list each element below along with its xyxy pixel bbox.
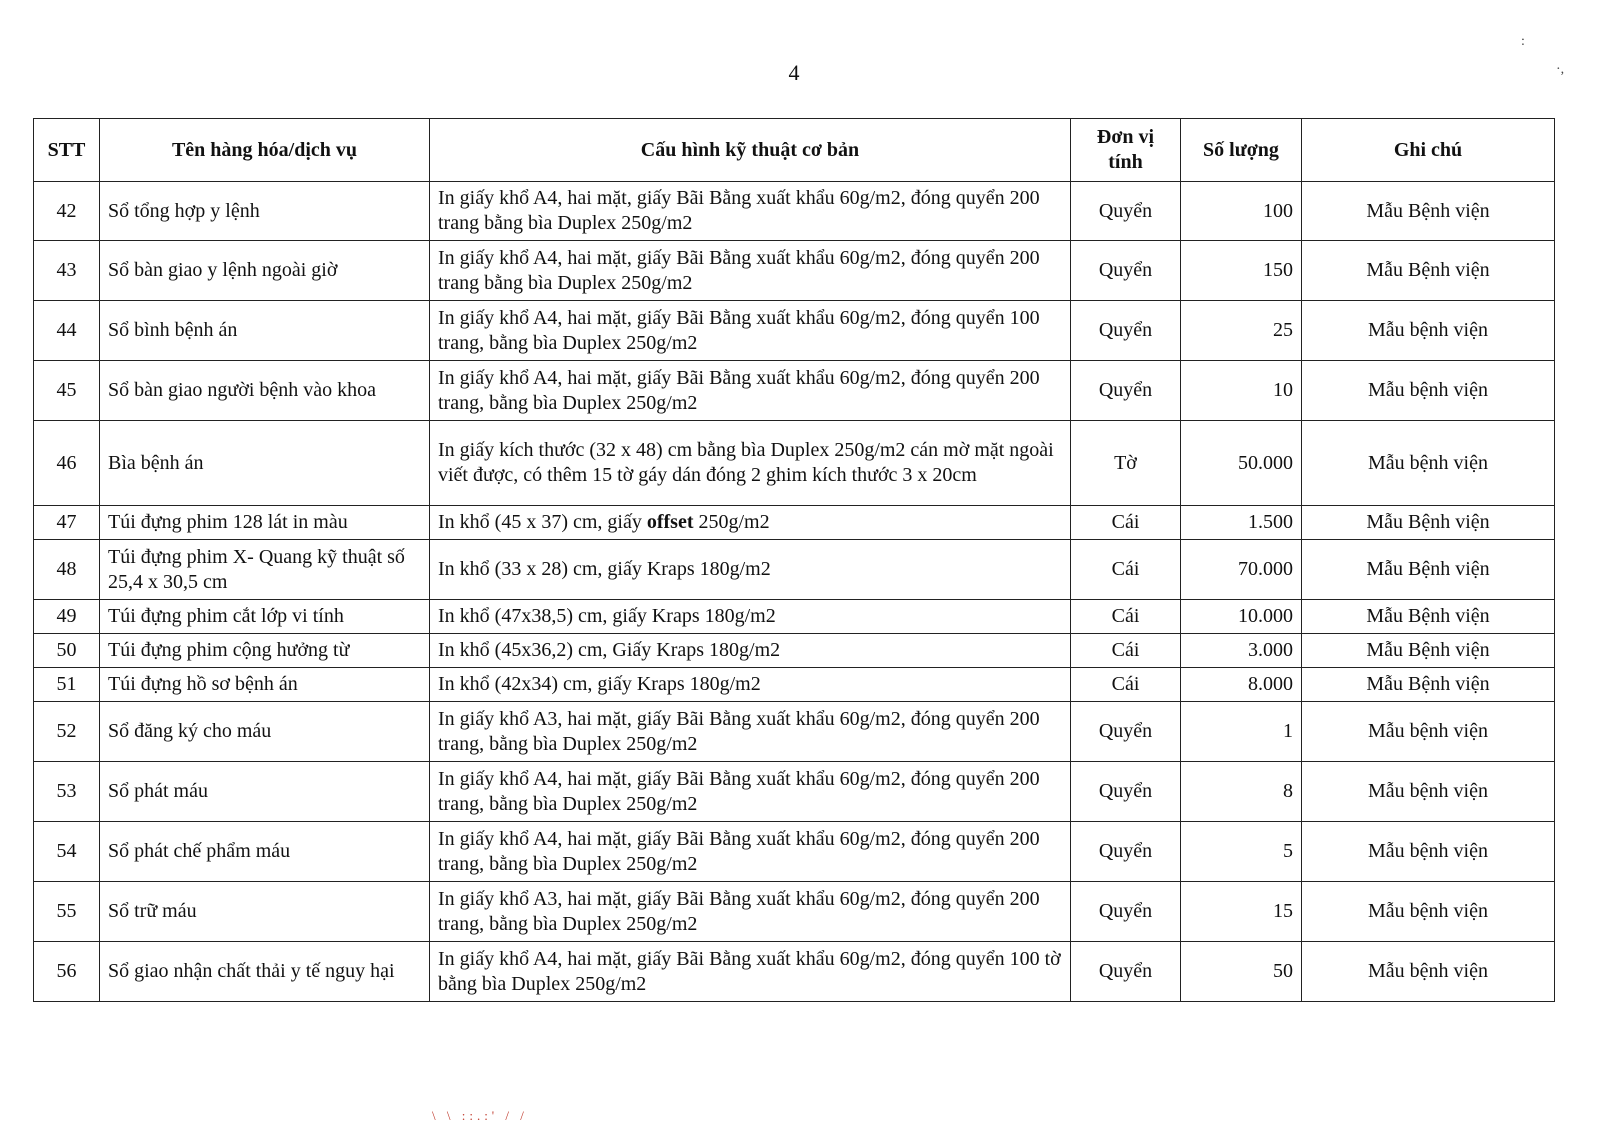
cell-stt: 42	[34, 182, 100, 241]
header-stt: STT	[34, 119, 100, 182]
cell-unit: Tờ	[1071, 421, 1181, 506]
cell-config: In giấy khổ A4, hai mặt, giấy Bãi Bằng xuất khẩu 60g/m2, đóng quyển 100 tờ bằng bìa Duplex 250g/m2	[430, 942, 1071, 1002]
table-row	[34, 182, 1555, 241]
cell-note: Mẫu Bệnh viện	[1302, 634, 1555, 668]
cell-qty: 10.000	[1181, 600, 1302, 634]
cell-config: In khổ (42x34) cm, giấy Kraps 180g/m2	[430, 668, 1071, 702]
cell-name: Túi đựng phim cộng hưởng từ	[100, 634, 430, 668]
cell-qty: 100	[1181, 182, 1302, 241]
cell-unit: Quyển	[1071, 361, 1181, 421]
cell-stt: 54	[34, 822, 100, 882]
cell-name: Bìa bệnh án	[100, 421, 430, 506]
cell-config: In giấy khổ A4, hai mặt, giấy Bãi Bằng xuất khẩu 60g/m2, đóng quyển 200 trang, bằng bìa Duplex 250g/m2	[430, 822, 1071, 882]
cell-note: Mẫu Bệnh viện	[1302, 668, 1555, 702]
cell-qty: 1.500	[1181, 506, 1302, 540]
cell-note: Mẫu bệnh viện	[1302, 822, 1555, 882]
header-qty: Số lượng	[1181, 119, 1302, 182]
cell-note: Mẫu bệnh viện	[1302, 882, 1555, 942]
cell-config: In giấy khổ A4, hai mặt, giấy Bãi Bằng xuất khẩu 60g/m2, đóng quyển 200 trang, bằng bìa Duplex 250g/m2	[430, 762, 1071, 822]
cell-stt: 52	[34, 702, 100, 762]
cell-note: Mẫu Bệnh viện	[1302, 182, 1555, 241]
cell-name: Sổ bàn giao y lệnh ngoài giờ	[100, 241, 430, 301]
cell-config: In giấy khổ A4, hai mặt, giấy Bãi Bằng xuất khẩu 60g/m2, đóng quyển 200 trang bằng bìa Duplex 250g/m2	[430, 182, 1071, 241]
cell-qty: 10	[1181, 361, 1302, 421]
cell-name: Túi đựng phim 128 lát in màu	[100, 506, 430, 540]
cell-name: Sổ phát máu	[100, 762, 430, 822]
table-row	[34, 762, 1555, 822]
cell-stt: 49	[34, 600, 100, 634]
cell-note: Mẫu bệnh viện	[1302, 702, 1555, 762]
cell-name: Sổ giao nhận chất thải y tế nguy hại	[100, 942, 430, 1002]
table-row	[34, 822, 1555, 882]
cell-unit: Cái	[1071, 506, 1181, 540]
table-row	[34, 702, 1555, 762]
cell-stt: 44	[34, 301, 100, 361]
cell-config: In giấy khổ A4, hai mặt, giấy Bãi Bằng xuất khẩu 60g/m2, đóng quyển 200 trang, bằng bìa Duplex 250g/m2	[430, 361, 1071, 421]
cell-unit: Quyển	[1071, 762, 1181, 822]
cell-qty: 150	[1181, 241, 1302, 301]
header-note: Ghi chú	[1302, 119, 1555, 182]
cell-name: Sổ tổng hợp y lệnh	[100, 182, 430, 241]
cell-stt: 53	[34, 762, 100, 822]
cell-qty: 50.000	[1181, 421, 1302, 506]
cell-name: Túi đựng phim cắt lớp vi tính	[100, 600, 430, 634]
table-row	[34, 668, 1555, 702]
table-row	[34, 634, 1555, 668]
cell-stt: 43	[34, 241, 100, 301]
cell-qty: 5	[1181, 822, 1302, 882]
table-row	[34, 506, 1555, 540]
cell-qty: 50	[1181, 942, 1302, 1002]
scan-speck: :	[1521, 34, 1525, 49]
cell-stt: 47	[34, 506, 100, 540]
cell-config: In khổ (47x38,5) cm, giấy Kraps 180g/m2	[430, 600, 1071, 634]
cell-unit: Cái	[1071, 540, 1181, 600]
table-row	[34, 421, 1555, 506]
cell-config: In giấy khổ A3, hai mặt, giấy Bãi Bằng xuất khẩu 60g/m2, đóng quyển 200 trang, bằng bìa Duplex 250g/m2	[430, 882, 1071, 942]
cell-name: Túi đựng hồ sơ bệnh án	[100, 668, 430, 702]
cell-unit: Quyển	[1071, 182, 1181, 241]
cell-note: Mẫu Bệnh viện	[1302, 540, 1555, 600]
cell-config: In giấy khổ A3, hai mặt, giấy Bãi Bằng xuất khẩu 60g/m2, đóng quyển 200 trang, bằng bìa Duplex 250g/m2	[430, 702, 1071, 762]
items-table	[33, 118, 1555, 1002]
cell-note: Mẫu Bệnh viện	[1302, 600, 1555, 634]
cell-unit: Cái	[1071, 634, 1181, 668]
stamp-mark: \ \ ::.:' / /	[432, 1108, 528, 1123]
cell-config: In khổ (33 x 28) cm, giấy Kraps 180g/m2	[430, 540, 1071, 600]
cell-qty: 8.000	[1181, 668, 1302, 702]
table-row	[34, 301, 1555, 361]
cell-name: Túi đựng phim X- Quang kỹ thuật số 25,4 x 30,5 cm	[100, 540, 430, 600]
cell-unit: Quyển	[1071, 241, 1181, 301]
cell-stt: 51	[34, 668, 100, 702]
cell-unit: Cái	[1071, 600, 1181, 634]
cell-unit: Cái	[1071, 668, 1181, 702]
cell-note: Mẫu Bệnh viện	[1302, 506, 1555, 540]
cell-name: Sổ bàn giao người bệnh vào khoa	[100, 361, 430, 421]
cell-config: In giấy khổ A4, hai mặt, giấy Bãi Bằng xuất khẩu 60g/m2, đóng quyển 200 trang bằng bìa Duplex 250g/m2	[430, 241, 1071, 301]
cell-note: Mẫu bệnh viện	[1302, 762, 1555, 822]
cell-qty: 25	[1181, 301, 1302, 361]
cell-config: In khổ (45x36,2) cm, Giấy Kraps 180g/m2	[430, 634, 1071, 668]
cell-qty: 3.000	[1181, 634, 1302, 668]
table-header-row	[34, 119, 1555, 182]
cell-name: Sổ trữ máu	[100, 882, 430, 942]
cell-stt: 46	[34, 421, 100, 506]
cell-stt: 50	[34, 634, 100, 668]
table-row	[34, 942, 1555, 1002]
table-row	[34, 600, 1555, 634]
table-row	[34, 882, 1555, 942]
table-body	[34, 182, 1555, 1002]
cell-name: Sổ phát chế phẩm máu	[100, 822, 430, 882]
table-row	[34, 540, 1555, 600]
cell-stt: 45	[34, 361, 100, 421]
header-config: Cấu hình kỹ thuật cơ bản	[430, 119, 1071, 182]
cell-note: Mẫu bệnh viện	[1302, 421, 1555, 506]
cell-unit: Quyển	[1071, 822, 1181, 882]
cell-stt: 56	[34, 942, 100, 1002]
cell-note: Mẫu bệnh viện	[1302, 361, 1555, 421]
cell-unit: Quyển	[1071, 942, 1181, 1002]
cell-config: In giấy kích thước (32 x 48) cm bằng bìa Duplex 250g/m2 cán mờ mặt ngoài viết được, có thêm 15 tờ gáy dán đóng 2 ghim kích thước 3 x 20cm	[430, 421, 1071, 506]
cell-note: Mẫu bệnh viện	[1302, 942, 1555, 1002]
page-number: 4	[788, 60, 800, 85]
cell-config: In giấy khổ A4, hai mặt, giấy Bãi Bằng xuất khẩu 60g/m2, đóng quyển 100 trang, bằng bìa Duplex 250g/m2	[430, 301, 1071, 361]
cell-stt: 48	[34, 540, 100, 600]
table-row	[34, 361, 1555, 421]
cell-note: Mẫu Bệnh viện	[1302, 241, 1555, 301]
cell-name: Sổ bình bệnh án	[100, 301, 430, 361]
cell-unit: Quyển	[1071, 882, 1181, 942]
table-row	[34, 241, 1555, 301]
cell-unit: Quyển	[1071, 702, 1181, 762]
cell-qty: 8	[1181, 762, 1302, 822]
cell-qty: 1	[1181, 702, 1302, 762]
cell-name: Sổ đăng ký cho máu	[100, 702, 430, 762]
header-name: Tên hàng hóa/dịch vụ	[100, 119, 430, 182]
cell-stt: 55	[34, 882, 100, 942]
scan-speck: ·,	[1556, 62, 1565, 77]
cell-qty: 70.000	[1181, 540, 1302, 600]
cell-config: In khổ (45 x 37) cm, giấy offset 250g/m2	[430, 506, 1071, 540]
cell-unit: Quyển	[1071, 301, 1181, 361]
cell-qty: 15	[1181, 882, 1302, 942]
header-unit: Đơn vị tính	[1071, 119, 1181, 182]
cell-note: Mẫu bệnh viện	[1302, 301, 1555, 361]
